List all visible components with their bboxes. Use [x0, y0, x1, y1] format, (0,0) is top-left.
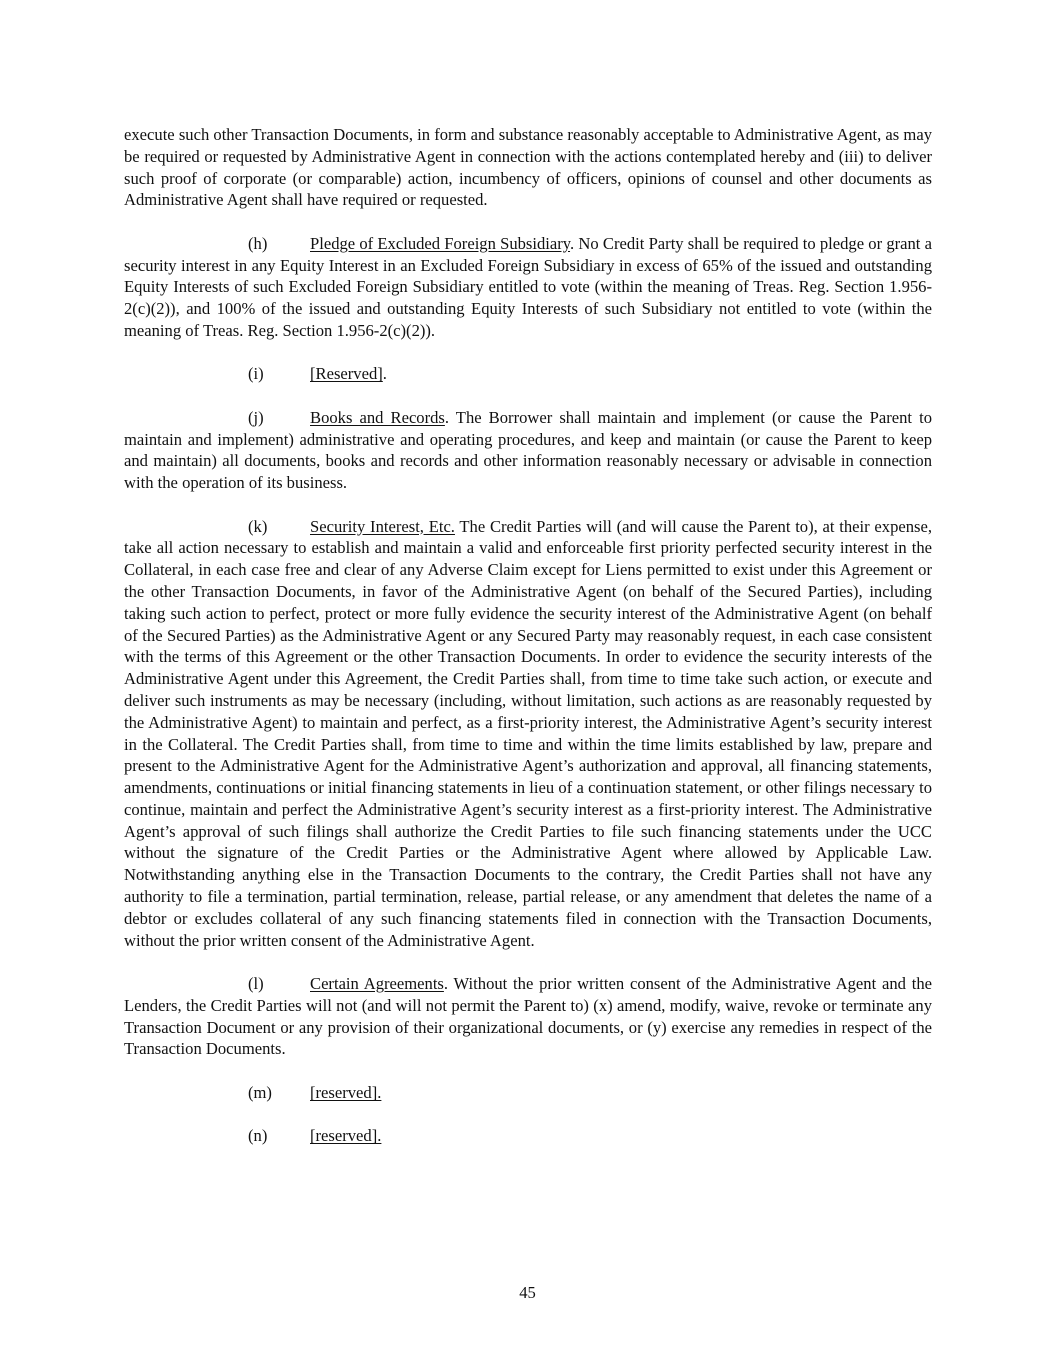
- section-heading-m: [reserved].: [310, 1082, 382, 1102]
- paragraph-k: [124, 516, 932, 952]
- section-heading-h: Pledge of Excluded Foreign Subsidiary: [310, 233, 571, 253]
- section-number-n: (n): [248, 1126, 268, 1146]
- section-heading-l: Certain Agreements: [310, 974, 444, 994]
- section-body-h: . No Credit Party shall be required to pledge or grant a security interest in any Equity Interest in an Excluded Foreign Subsidiary in excess of 65% of the issued and outstanding Equity Interests of such Excluded Foreign Subsidiary entitled to vote (within the meaning of Treas. Reg. Section 1.956-2(c)(2)), and 100% of the issued and outstanding Equity Interests of such Subsidiary not entitled to vote (within the meaning of Treas. Reg. Section 1.956-2(c)(2)).: [124, 233, 932, 340]
- paragraph-continuation: execute such other Transaction Documents, in form and substance reasonably acceptable to Administrative Agent, as may be required or requested by Administrative Agent in connection with the actions contemplated hereby and (iii) to deliver such proof of corporate (or comparable) action, incumbency of officers, opinions of counsel and other documents as Administrative Agent shall have required or requested.: [124, 125, 932, 210]
- paragraph-l: [124, 973, 932, 1060]
- section-body-i: .: [382, 364, 387, 384]
- paragraph-m: [124, 1082, 932, 1104]
- section-number-k: (k): [248, 516, 268, 536]
- section-number-m: (m): [248, 1082, 272, 1102]
- section-body-j: . The Borrower shall maintain and implement (or cause the Parent to maintain and implement) administrative and operating procedures, and keep and maintain (or cause the Parent to keep and maintain) all documents, books and records and other information reasonably necessary or advisable in connection with the operation of its business.: [124, 407, 932, 493]
- section-body-k: The Credit Parties will (and will cause the Parent to), at their expense, take all action necessary to establish and maintain a valid and enforceable first priority perfected security interest in the Collateral, in each case free and clear of any Adverse Claim except for Liens permitted to exist under this Agreement or the other Transaction Documents, in favor of the Administrative Agent (on behalf of the Secured Parties), including taking such action to perfect, protect or more fully evidence the security interest of the Administrative Agent (on behalf of the Secured Parties) as the Administrative Agent or any Secured Party may reasonably request, in each case consistent with the terms of this Agreement or the other Transaction Documents. In order to evidence the security interests of the Administrative Agent under this Agreement, the Credit Parties shall, from time to time take such action, or execute and deliver such instruments as may be necessary (including, without limitation, such actions as are reasonably requested by the Administrative Agent) to maintain and perfect, as a first-priority interest, the Administrative Agent’s security interest in the Collateral. The Credit Parties shall, from time to time and within the time limits established by law, prepare and present to the Administrative Agent for the Administrative Agent’s authorization and approval, all financing statements, amendments, continuations or initial financing statements in lieu of a continuation statement, or other filings necessary to continue, maintain and perfect the Administrative Agent’s security interest as a first-priority interest. The Administrative Agent’s approval of such filings shall authorize the Credit Parties to file such financing statements under the UCC without the signature of the Credit Parties or the Administrative Agent where allowed by Applicable Law. Notwithstanding anything else in the Transaction Documents to the contrary, the Credit Parties shall not have any authority to file a termination, partial termination, release, partial release, or any amendment that deletes the name of a debtor or excludes collateral of any such financing statements filed in connection with the Transaction Documents, without the prior written consent of the Administrative Agent.: [124, 516, 932, 950]
- section-body-l: . Without the prior written consent of the Administrative Agent and the Lenders, the Credit Parties will not (and will not permit the Parent to) (x) amend, modify, waive, revoke or terminate any Transaction Document or any provision of their organizational documents, or (y) exercise any remedies in respect of the Transaction Documents.: [124, 974, 933, 1059]
- section-number-i: (i): [248, 364, 264, 384]
- section-heading-j: Books and Records: [310, 407, 445, 427]
- paragraph-n: [124, 1125, 932, 1147]
- section-heading-k: Security Interest, Etc.: [310, 516, 455, 536]
- section-number-h: (h): [248, 233, 268, 253]
- paragraph-j: [124, 407, 932, 494]
- section-number-j: (j): [248, 407, 264, 427]
- paragraph-h: [124, 233, 932, 342]
- paragraph-i: [124, 363, 932, 385]
- section-number-l: (l): [248, 974, 264, 994]
- section-heading-n: [reserved].: [310, 1126, 382, 1146]
- section-heading-i: [Reserved]: [310, 364, 383, 384]
- page-body: [124, 124, 932, 1169]
- page-number: 45: [519, 1283, 536, 1302]
